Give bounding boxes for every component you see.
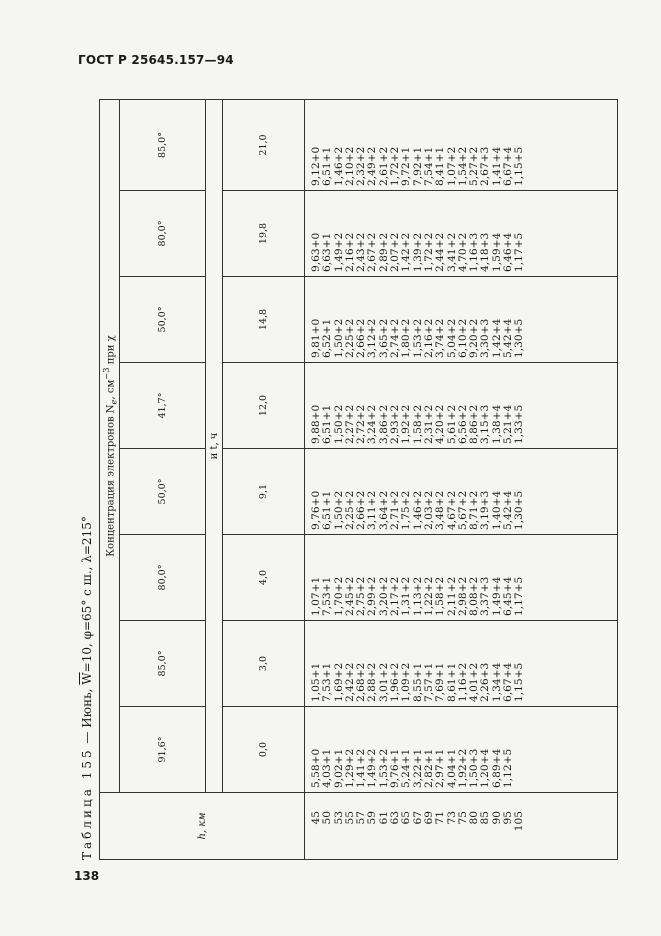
table-cell: 1,69+2 (332, 662, 345, 702)
table-cell: 1,17+5 (513, 232, 526, 272)
table-cell: 2,45+2 (343, 576, 356, 616)
table-cell: 9,72+1 (400, 146, 413, 186)
table-cell: 6,10+2 (456, 318, 469, 358)
table-cell: 1,15+5 (513, 146, 526, 186)
table-cell: 8,71+2 (468, 490, 481, 530)
table-cell: 2,61+2 (377, 146, 390, 186)
table-cell: 1,50+2 (332, 404, 345, 444)
table-cell: 2,27+2 (343, 404, 356, 444)
caption-label: Таблица 155 (80, 747, 94, 860)
table-cell: 1,46+2 (332, 146, 345, 186)
height-cell: 65 (400, 811, 413, 825)
time-value-0: 0,0 (223, 707, 305, 793)
table-cell: 7,69+1 (434, 662, 447, 702)
table-cell: 2,16+2 (343, 232, 356, 272)
table-cell: 1,31+2 (400, 576, 413, 616)
table-cell: 1,46+2 (411, 490, 424, 530)
table-cell: 2,10+2 (343, 146, 356, 186)
table-cell: 5,42+4 (502, 490, 515, 530)
table-cell: 1,50+3 (468, 748, 481, 788)
table-cell: 4,20+2 (434, 404, 447, 444)
table-cell: 5,27+2 (468, 146, 481, 186)
table-cell: 7,92+1 (411, 146, 424, 186)
table-cell: 5,21+4 (502, 404, 515, 444)
time-value-1: 3,0 (223, 621, 305, 707)
table-cell: 2,93+2 (389, 404, 402, 444)
height-cell: 59 (366, 811, 379, 825)
table-cell: 1,34+4 (490, 662, 503, 702)
table-cell: 1,50+2 (332, 318, 345, 358)
height-cell: 85 (479, 811, 492, 825)
table-cell: 1,16+3 (468, 232, 481, 272)
table-cell: 7,53+1 (321, 662, 334, 702)
table-cell: 3,74+2 (434, 318, 447, 358)
table-cell: 9,76+0 (310, 490, 322, 530)
height-cell: 67 (411, 811, 424, 825)
chi-value-6: 80,0° (120, 191, 206, 277)
table-cell: 1,39+2 (411, 232, 424, 272)
height-cell: 57 (355, 811, 368, 825)
table-cell: 9,02+1 (332, 748, 345, 788)
table-cell: 3,65+2 (377, 318, 390, 358)
table-cell: 7,57+1 (422, 662, 435, 702)
table-cell: 1,16+2 (456, 662, 469, 702)
height-cell: 50 (321, 811, 334, 825)
heights-column (305, 793, 618, 860)
table-cell: 5,61+2 (445, 404, 458, 444)
height-cell: 53 (332, 811, 345, 825)
table-cell: 2,66+2 (355, 318, 368, 358)
table-cell: 4,01+2 (468, 662, 481, 702)
time-value-4: 12,0 (223, 363, 305, 449)
table-cell: 8,55+1 (411, 662, 424, 702)
table-cell: 5,42+4 (502, 318, 515, 358)
table-cell: 1,49+4 (490, 576, 503, 616)
table-cell: 1,42+4 (490, 318, 503, 358)
table-cell: 1,42+2 (400, 232, 413, 272)
caption-coordinates: =10, φ=65° с ш., λ=215° (80, 516, 94, 673)
table-cell: 1,33+5 (513, 404, 526, 444)
table-cell: 1,96+2 (389, 662, 402, 702)
time-value-6: 19,8 (223, 191, 305, 277)
table-cell: 1,92+2 (400, 404, 413, 444)
height-header: h, км (100, 793, 305, 860)
table-cell: 1,80+2 (400, 318, 413, 358)
table-cell: 1,12+5 (502, 748, 515, 788)
table-cell: 1,58+2 (434, 576, 447, 616)
table-cell: 5,67+2 (456, 490, 469, 530)
height-cell: 71 (434, 811, 447, 825)
table-cell: 6,45+4 (502, 576, 515, 616)
chi-header-row (120, 100, 206, 860)
values-column-2 (305, 535, 618, 621)
table-cell: 5,04+2 (445, 318, 458, 358)
table-cell: 2,71+2 (389, 490, 402, 530)
table-cell: 5,58+0 (310, 748, 322, 788)
table-cell: 7,54+1 (422, 146, 435, 186)
chi-value-3: 50,0° (120, 449, 206, 535)
table-cell: 3,22+1 (411, 748, 424, 788)
electron-concentration-table (99, 99, 618, 860)
height-cell: 95 (502, 811, 515, 825)
table-cell: 2,89+2 (377, 232, 390, 272)
table-cell: 7,53+1 (321, 576, 334, 616)
table-cell: 6,63+1 (321, 232, 334, 272)
caption-month: — Июнь, (80, 684, 94, 748)
table-cell: 2,32+2 (355, 146, 368, 186)
table-cell: 1,72+2 (389, 146, 402, 186)
chi-value-5: 50,0° (120, 277, 206, 363)
table-cell: 2,75+2 (355, 576, 368, 616)
table-cell: 1,05+1 (310, 662, 322, 702)
table-cell: 2,43+2 (355, 232, 368, 272)
values-column-4 (305, 363, 618, 449)
height-cell: 69 (422, 811, 435, 825)
table-cell: 2,68+2 (355, 662, 368, 702)
table-cell: 3,41+2 (445, 232, 458, 272)
table-cell: 4,18+3 (479, 232, 492, 272)
table-cell: 1,53+2 (377, 748, 390, 788)
height-cell: 90 (490, 811, 503, 825)
table-cell: 1,29+2 (343, 748, 356, 788)
table-cell: 2,17+2 (389, 576, 402, 616)
table-cell: 2,98+2 (456, 576, 469, 616)
table-cell: 6,89+4 (490, 748, 503, 788)
table-cell: 1,50+2 (332, 490, 345, 530)
values-column-3 (305, 449, 618, 535)
chi-value-0: 91,6° (120, 707, 206, 793)
time-value-5: 14,8 (223, 277, 305, 363)
table-cell: 1,92+2 (456, 748, 469, 788)
table-cell: 9,88+0 (310, 404, 322, 444)
values-column-5 (305, 277, 618, 363)
table-cell: 1,07+2 (445, 146, 458, 186)
table-cell: 1,53+2 (411, 318, 424, 358)
table-cell: 3,37+3 (479, 576, 492, 616)
table-cell: 2,66+2 (355, 490, 368, 530)
document-header: ГОСТ Р 25645.157—94 (78, 53, 234, 67)
table-cell: 2,74+2 (389, 318, 402, 358)
table-cell: 3,86+2 (377, 404, 390, 444)
table-cell: 3,19+3 (479, 490, 492, 530)
table-cell: 6,51+1 (321, 404, 334, 444)
table-cell: 8,08+2 (468, 576, 481, 616)
table-cell: 1,30+5 (513, 318, 526, 358)
table-cell: 2,49+2 (366, 146, 379, 186)
time-value-3: 9,1 (223, 449, 305, 535)
table-cell: 6,52+1 (321, 318, 334, 358)
values-column-1 (305, 621, 618, 707)
table-cell: 3,11+2 (366, 490, 379, 530)
time-header-row (223, 100, 305, 860)
caption-w-symbol: $\overline{W}$ (80, 672, 94, 685)
table-cell: 2,99+2 (366, 576, 379, 616)
table-cell: 9,20+2 (468, 318, 481, 358)
chi-value-7: 85,0° (120, 100, 206, 191)
table-cell: 1,17+5 (513, 576, 526, 616)
data-row (305, 100, 618, 860)
table-cell: 2,42+2 (343, 662, 356, 702)
height-cell: 61 (377, 811, 390, 825)
table-cell: 2,25+2 (343, 318, 356, 358)
table-cell: 6,67+4 (502, 146, 515, 186)
table-cell: 3,30+3 (479, 318, 492, 358)
height-cell: 45 (310, 811, 322, 825)
height-cell: 105 (513, 811, 526, 832)
table-cell: 3,01+2 (377, 662, 390, 702)
table-cell: 4,03+1 (321, 748, 334, 788)
table-cell: 1,07+1 (310, 576, 322, 616)
table-cell: 2,16+2 (422, 318, 435, 358)
table-cell: 1,49+2 (332, 232, 345, 272)
table-cell: 1,59+4 (490, 232, 503, 272)
table-cell: 9,63+0 (310, 232, 322, 272)
chi-value-4: 41,7° (120, 363, 206, 449)
table-cell: 4,70+2 (456, 232, 469, 272)
height-cell: 55 (343, 811, 356, 825)
table-cell: 9,76+1 (389, 748, 402, 788)
table-cell: 1,09+2 (400, 662, 413, 702)
height-cell: 63 (389, 811, 402, 825)
table-cell: 2,72+2 (355, 404, 368, 444)
table-cell: 4,04+1 (445, 748, 458, 788)
height-cell: 80 (468, 811, 481, 825)
table-cell: 6,51+1 (321, 146, 334, 186)
table-cell: 2,26+3 (479, 662, 492, 702)
table-cell: 3,20+2 (377, 576, 390, 616)
table-cell: 2,88+2 (366, 662, 379, 702)
table-cell: 1,41+2 (355, 748, 368, 788)
values-column-7 (305, 100, 618, 191)
page-number: 138 (74, 869, 100, 883)
table-cell: 6,56+2 (456, 404, 469, 444)
height-cell: 75 (456, 811, 469, 825)
time-value-7: 21,0 (223, 100, 305, 191)
table-cell: 1,58+2 (411, 404, 424, 444)
table-cell: 2,03+2 (422, 490, 435, 530)
table-cell: 2,67+3 (479, 146, 492, 186)
table-cell: 3,15+3 (479, 404, 492, 444)
table-cell: 1,20+4 (479, 748, 492, 788)
table-cell: 1,22+2 (422, 576, 435, 616)
table-cell: 1,30+5 (513, 490, 526, 530)
height-cell: 73 (445, 811, 458, 825)
table-cell: 9,81+0 (310, 318, 322, 358)
table-cell: 3,64+2 (377, 490, 390, 530)
chi-value-1: 85,0° (120, 621, 206, 707)
table-cell: 9,12+0 (310, 146, 322, 186)
values-column-6 (305, 191, 618, 277)
table-cell: 1,41+4 (490, 146, 503, 186)
table-cell: 2,07+2 (389, 232, 402, 272)
table-caption (75, 100, 99, 860)
table-cell: 3,48+2 (434, 490, 447, 530)
table-cell: 8,41+1 (434, 146, 447, 186)
table-cell: 1,72+2 (422, 232, 435, 272)
table-cell: 1,75+2 (400, 490, 413, 530)
table-cell: 2,31+2 (422, 404, 435, 444)
table-cell: 1,70+2 (332, 576, 345, 616)
table-cell: 2,82+1 (422, 748, 435, 788)
table-cell: 8,86+2 (468, 404, 481, 444)
table-cell: 6,46+4 (502, 232, 515, 272)
table-cell: 1,49+2 (366, 748, 379, 788)
table-cell: 1,15+5 (513, 662, 526, 702)
table-cell: 2,97+1 (434, 748, 447, 788)
table-cell: 2,67+2 (366, 232, 379, 272)
chi-value-2: 80,0° (120, 535, 206, 621)
table-cell: 1,13+2 (411, 576, 424, 616)
time-value-2: 4,0 (223, 535, 305, 621)
table-cell: 2,44+2 (434, 232, 447, 272)
table-cell: 5,24+1 (400, 748, 413, 788)
values-column-0 (305, 707, 618, 793)
rotated-table-block (75, 100, 610, 860)
time-header: и t, ч (206, 100, 223, 793)
table-cell: 3,12+2 (366, 318, 379, 358)
table-cell: 6,51+1 (321, 490, 334, 530)
table-cell: 2,25+2 (343, 490, 356, 530)
table-cell: 4,67+2 (445, 490, 458, 530)
table-cell: 1,54+2 (456, 146, 469, 186)
table-cell: 3,24+2 (366, 404, 379, 444)
table-cell: 8,61+1 (445, 662, 458, 702)
table-cell: 1,38+4 (490, 404, 503, 444)
table-cell: 1,40+4 (490, 490, 503, 530)
concentration-header: Концентрация электронов $N_e$, $см^{-3}$ при χ (100, 100, 120, 793)
table-cell: 6,67+4 (502, 662, 515, 702)
table-cell: 2,11+2 (445, 576, 458, 616)
